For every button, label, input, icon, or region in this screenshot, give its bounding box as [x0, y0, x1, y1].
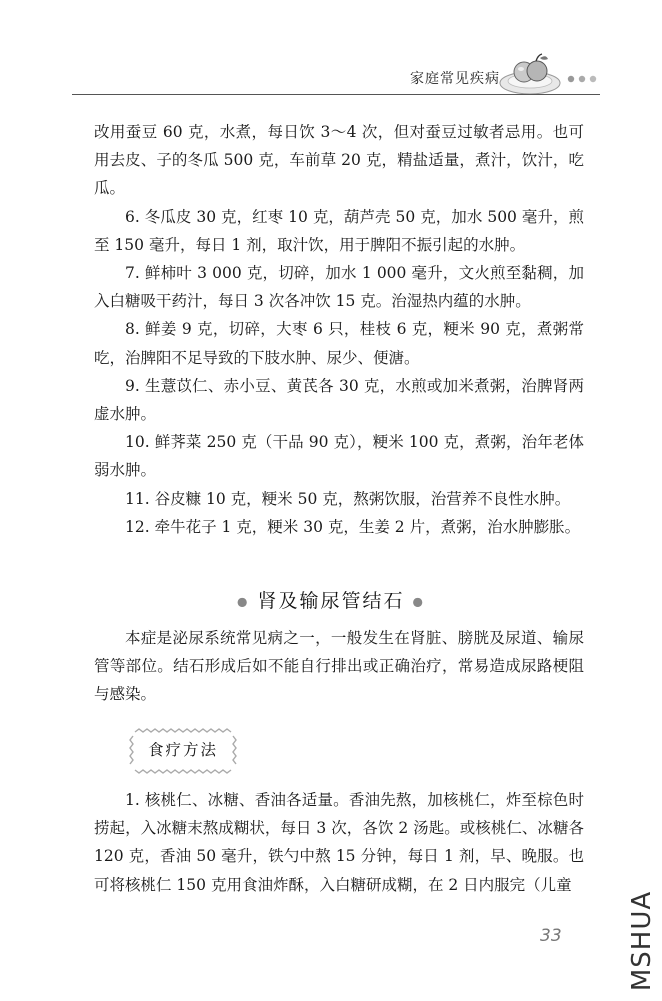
header-title: 家庭常见疾病	[410, 71, 500, 87]
recipe-item: 9. 生薏苡仁、赤小豆、黄芪各 30 克，水煎或加米煮粥，治脾肾两虚水肿。	[94, 376, 584, 424]
ornament-right: ●	[412, 594, 426, 609]
watermark	[622, 880, 662, 1001]
header-divider	[72, 94, 600, 95]
subsection-badge	[127, 724, 239, 778]
recipe-item: 10. 鲜荠菜 250 克（干品 90 克），粳米 100 克，煮粥，治年老体弱水肿。	[94, 433, 584, 480]
recipe-item: 1. 核桃仁、冰糖、香油各适量。香油先熬，加核桃仁，炸至棕色时捞起，入冰糖末熬成糊状，每日 3 次，各饮 2 汤匙。或核桃仁、冰糖各 120 克，香油 50 毫升，铁勺中熬 15 分钟，每日 1 剂，早、晚服。也可将核桃仁 150 克用食油炸酥，入白糖研成糊，在 2 日内服完（儿童	[94, 791, 584, 894]
recipe-list-top	[94, 118, 584, 541]
recipe-item: 12. 牵牛花子 1 克，粳米 30 克，生姜 2 片，煮粥，治水肿膨胀。	[125, 517, 581, 536]
recipe-item: 6. 冬瓜皮 30 克，红枣 10 克，葫芦壳 50 克，加水 500 毫升，煎至 150 毫升，每日 1 剂，取汁饮，用于脾阳不振引起的水肿。	[94, 207, 584, 254]
recipe-item: 11. 谷皮糠 10 克，粳米 50 克，熬粥饮服，治营养不良性水肿。	[125, 489, 571, 508]
section-title: 肾及输尿管结石	[257, 590, 405, 612]
recipe-item: 7. 鲜柿叶 3 000 克，切碎，加水 1 000 毫升，文火煎至黏稠，加入白糖吸干药汁，每日 3 次各冲饮 15 克。治湿热内蕴的水肿。	[94, 264, 584, 311]
recipe-item: 8. 鲜姜 9 克，切碎，大枣 6 只，桂枝 6 克，粳米 90 克，煮粥常吃，治脾阳不足导致的下肢水肿、尿少、便溏。	[94, 320, 584, 367]
paragraph-continued: 改用蚕豆 60 克，水煮，每日饮 3～4 次，但对蚕豆过敏者忌用。也可用去皮、子的冬瓜 500 克，车前草 20 克，精盐适量，煮汁，饮汁，吃瓜。	[94, 123, 584, 198]
section-heading	[0, 586, 662, 613]
page-header	[0, 0, 662, 100]
recipe-list-bottom	[94, 786, 584, 899]
badge-label: 食疗方法	[147, 741, 218, 759]
intro-paragraph: 本症是泌尿系统常见病之一，一般发生在肾脏、膀胱及尿道、输尿管等部位。结石形成后如不能自行排出或正确治疗，常易造成尿路梗阻与感染。	[94, 629, 584, 704]
page-number: 33	[540, 926, 562, 946]
section-intro	[94, 624, 584, 709]
watermark-text: MSHUA	[627, 890, 657, 991]
apple-plate-icon	[498, 50, 562, 96]
dots-icon	[566, 74, 600, 84]
ornament-left: ●	[236, 594, 250, 609]
